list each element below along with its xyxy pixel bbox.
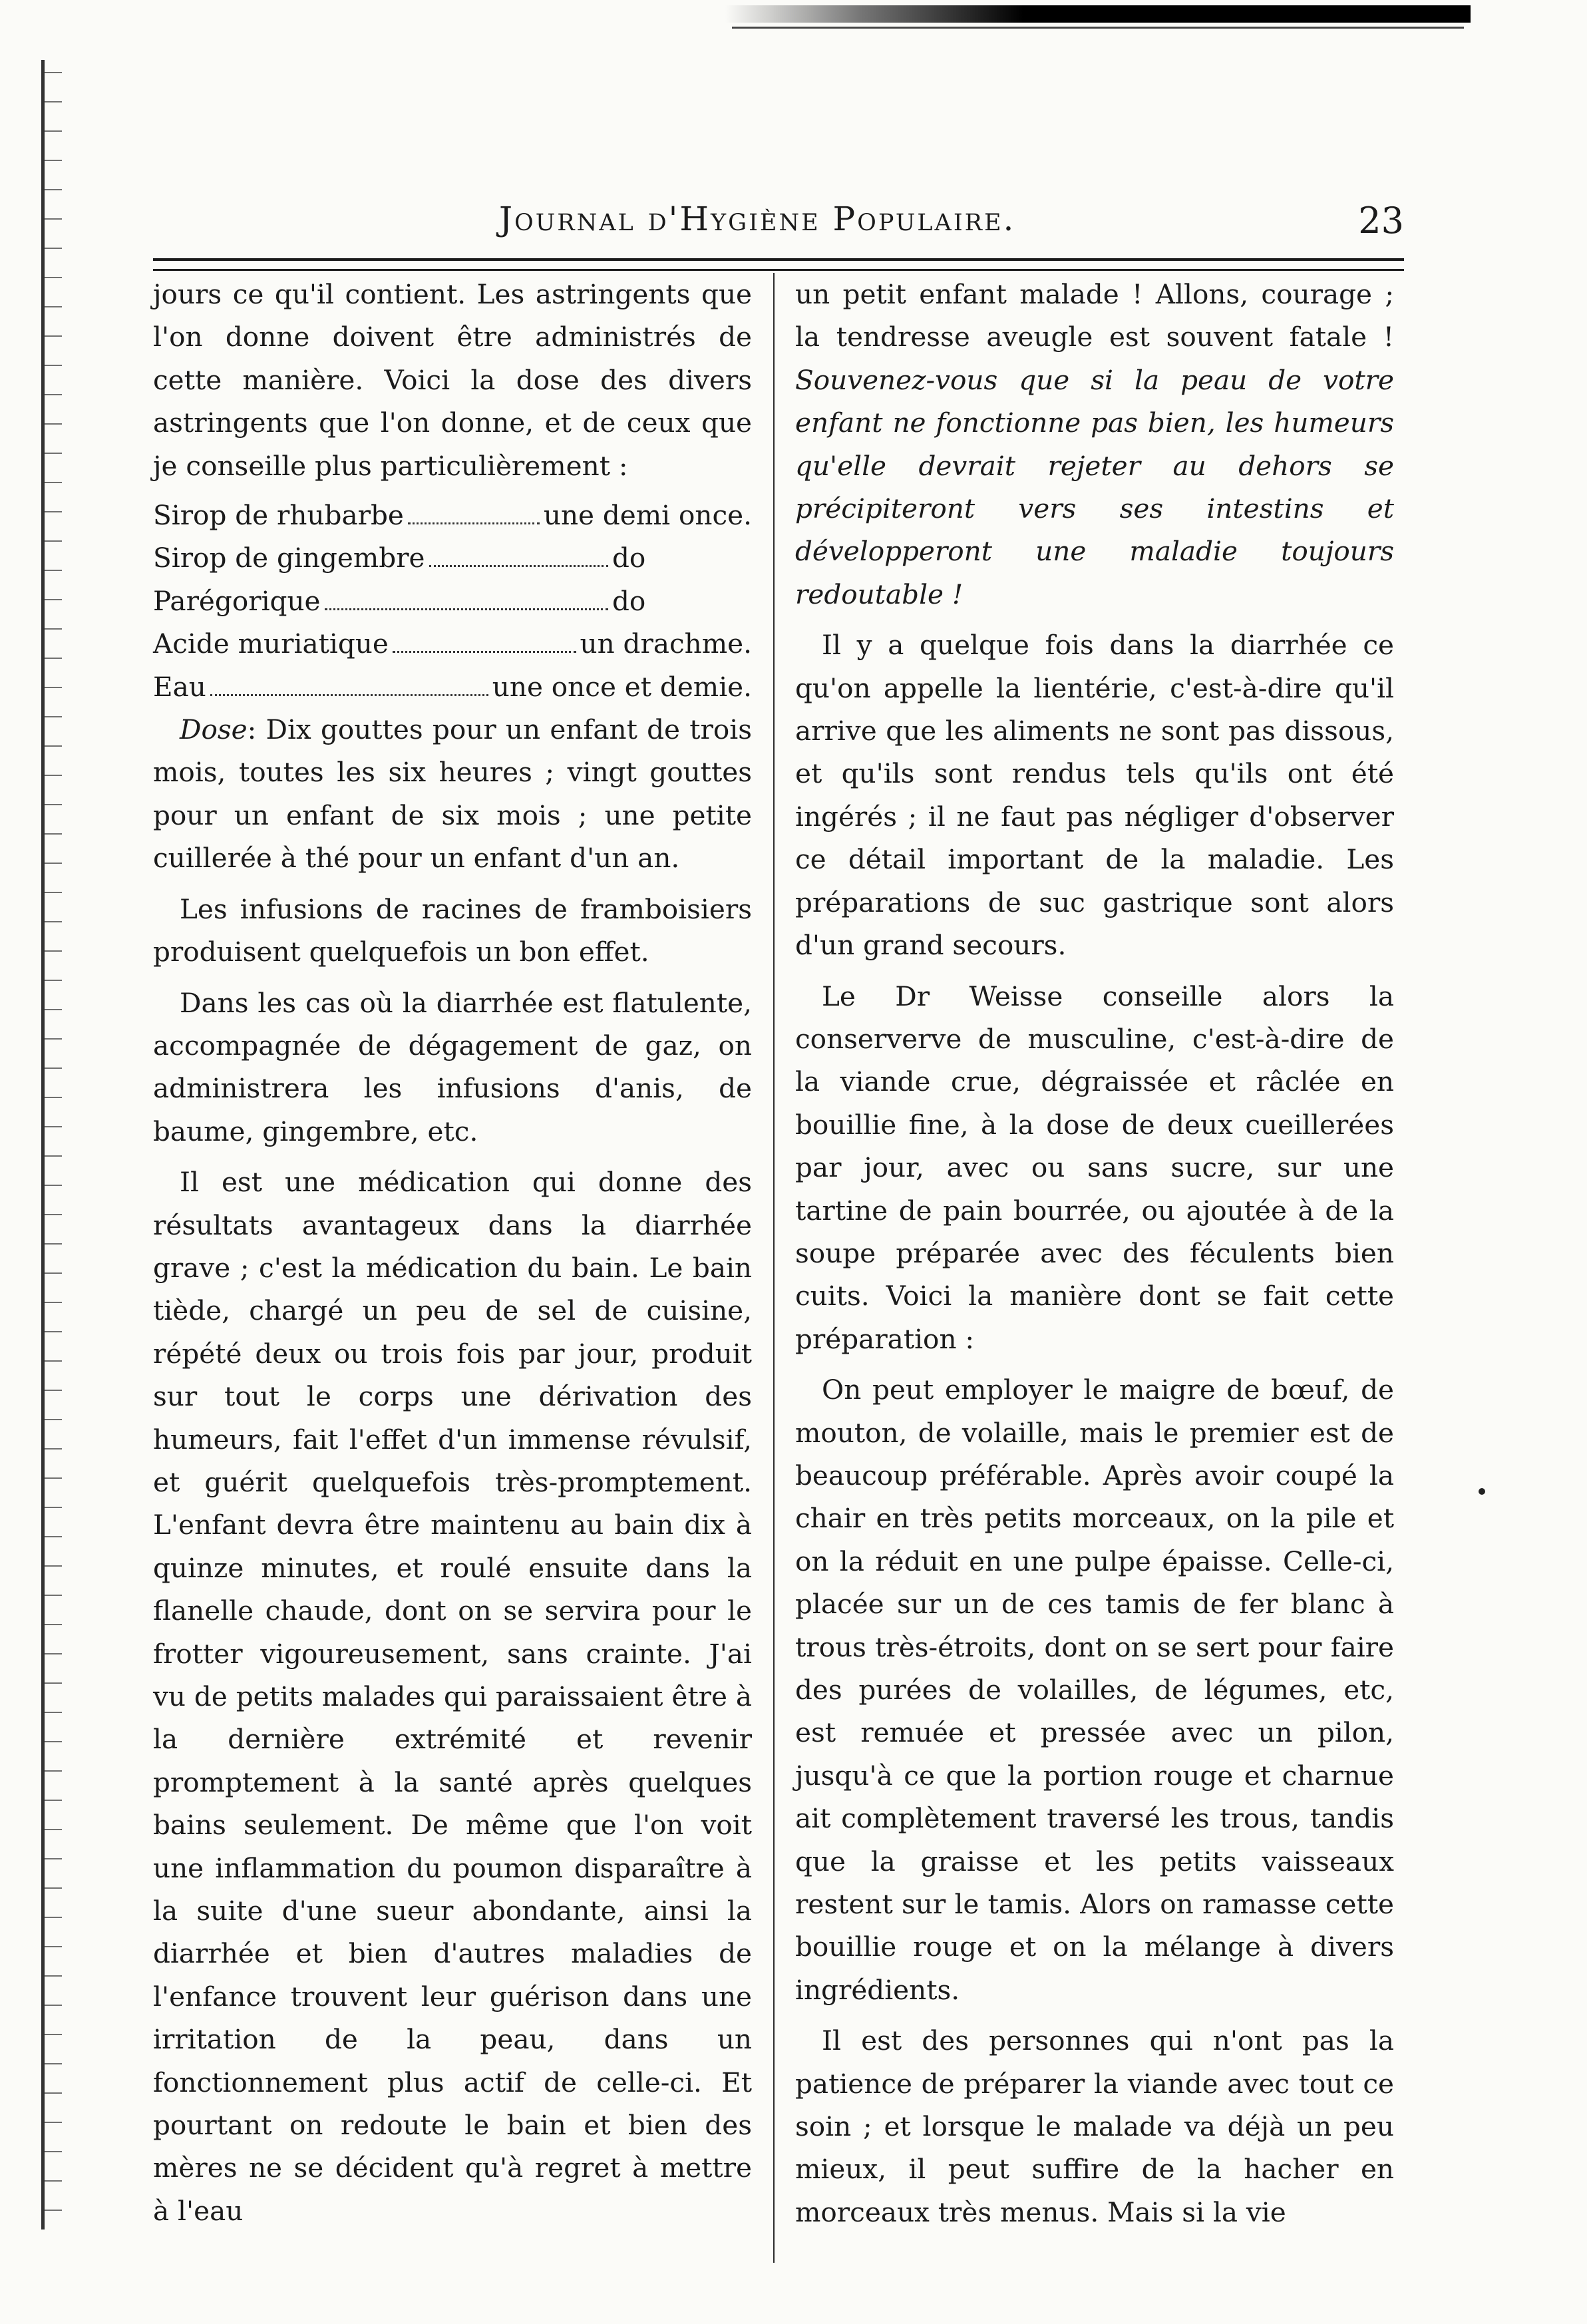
recipe-item <box>153 580 752 622</box>
recipe-quantity: une once et demie. <box>492 670 752 703</box>
page-number: 23 <box>1358 200 1404 242</box>
paragraph: Les infusions de racines de framboisiers produisent quelquefois un bon effet. <box>153 892 752 968</box>
paragraph: On peut employer le maigre de bœuf, de mouton, de volaille, mais le premier est de beaucoup préférable. Après avoir coupé la chair en très petits morceaux, on la pile et on la réduit en une pulpe épaisse. Celle-ci, placée sur un de ces tamis de fer blanc à trous très-étroits, dont on se sert pour faire des purées de volailles, de légumes, etc, est remuée et pressée avec un pilon, jusqu'à ce que la portion rouge et charnue ait complètement traversé les trous, tandis que la graisse et les petits vaisseaux restent sur le tamis. Alors on ramasse cette bouillie rouge et on la mélange à divers ingrédients. <box>795 1374 1394 2006</box>
dose-text: : Dix gouttes pour un enfant de trois mois, toutes les six heures ; vingt gouttes pour un enfant de six mois ; une petite cuillerée à thé pour un enfant d'un an. <box>153 713 752 874</box>
printing-bar-thin <box>732 27 1464 29</box>
binding-edge <box>41 60 62 2229</box>
header-rule <box>153 258 1404 271</box>
paragraph: jours ce qu'il contient. Les astringents que l'on donne doivent être administrés de cette manière. Voici la dose des divers astringents que l'on donne, et de ceux que je conseille plus particulièrement : <box>153 278 752 482</box>
dot-leader <box>210 694 488 696</box>
paragraph: Le Dr Weisse conseille alors la conserverve de musculine, c'est-à-dire de la viande crue, dégraissée et râclée en bouillie fine, à la dose de deux cueillerées par jour, avec ou sans sucre, sur une tartine de pain bourrée, ou ajoutée à de la soupe préparée avec des féculents bien cuits. Voici la manière dont se fait cette préparation : <box>795 980 1394 1355</box>
recipe-ingredient: Sirop de gingembre <box>153 542 425 574</box>
paragraph: Il y a quelque fois dans la diarrhée ce qu'on appelle la lientérie, c'est-à-dire qu'il arrive que les aliments ne sont pas dissous, et qu'ils sont rendus tels qu'ils ont été ingérés ; il ne faut pas négliger d'observer ce détail important de la maladie. Les préparations de suc gastrique sont alors d'un grand secours. <box>795 629 1394 962</box>
dose-label: Dose <box>180 713 248 746</box>
paragraph: Dans les cas où la diarrhée est flatulente, accompagnée de dégagement de gaz, on administrera les infusions d'anis, de baume, gingembre, etc. <box>153 986 752 1147</box>
dot-leader <box>429 565 608 567</box>
running-title: Journal d'Hygiène Populaire. <box>499 200 1016 238</box>
recipe-ingredient: Sirop de rhubarbe <box>153 499 404 532</box>
dose-paragraph <box>153 708 752 880</box>
recipe-ingredient: Acide muriatique <box>153 628 389 660</box>
recipe-item <box>153 622 752 665</box>
recipe-item <box>153 494 752 536</box>
recipe-item <box>153 536 752 579</box>
recipe-quantity: une demi once. <box>543 499 752 532</box>
ink-speck <box>1479 1488 1485 1495</box>
recipe-quantity: un drachme. <box>580 628 752 660</box>
recipe-list <box>153 494 752 708</box>
text-columns <box>153 273 1404 2269</box>
paragraph-text: un petit enfant malade ! Allons, courage ; la tendresse aveugle est souvent fatale ! <box>795 278 1394 353</box>
recipe-ingredient: Parégorique <box>153 584 321 617</box>
recipe-quantity: do <box>612 584 646 617</box>
recipe-quantity: do <box>612 542 646 574</box>
dot-leader <box>325 608 608 610</box>
page-header <box>153 200 1404 253</box>
right-column <box>795 273 1394 2233</box>
paragraph: Il est des personnes qui n'ont pas la patience de préparer la viande avec tout ce soin ; et lorsque le malade va déjà un peu mieux, il peut suffire de la hacher en morceaux très menus. Mais si la vie <box>795 2025 1394 2228</box>
paragraph <box>795 273 1394 616</box>
left-column <box>153 273 752 2232</box>
italic-exhortation: Souvenez-vous que si la peau de votre enfant ne fonctionne pas bien, les humeurs qu'elle devrait rejeter au dehors se précipiteront vers ses intestins et développeront une maladie toujours redoutable ! <box>795 363 1394 610</box>
dot-leader <box>408 522 540 524</box>
paragraph: Il est une médication qui donne des résultats avantageux dans la diarrhée grave ; c'est la médication du bain. Le bain tiède, chargé un peu de sel de cuisine, répété deux ou trois fois par jour, produit sur tout le corps une dérivation des humeurs, fait l'effet d'un immense révulsif, et guérit quelquefois très-promptement. L'enfant devra être maintenu au bain dix à quinze minutes, et roulé ensuite dans la flanelle chaude, dont on se servira pour le frotter vigoureusement, sans crainte. J'ai vu de petits malades qui paraissaient être à la dernière extrémité et revenir promptement à la santé après quelques bains seulement. De même que l'on voit une inflammation du poumon disparaître à la suite d'une sueur abondante, ainsi la diarrhée et bien d'autres maladies de l'enfance trouvent leur guérison dans une irritation de la peau, dans un fonctionnement plus actif de celle-ci. Et pourtant on redoute le bain et bien des mères ne se décident qu'à regret à mettre à l'eau <box>153 1166 752 2227</box>
dot-leader <box>393 651 576 653</box>
recipe-ingredient: Eau <box>153 670 206 703</box>
recipe-item <box>153 666 752 708</box>
column-divider <box>773 273 775 2263</box>
printing-bar <box>725 5 1471 23</box>
